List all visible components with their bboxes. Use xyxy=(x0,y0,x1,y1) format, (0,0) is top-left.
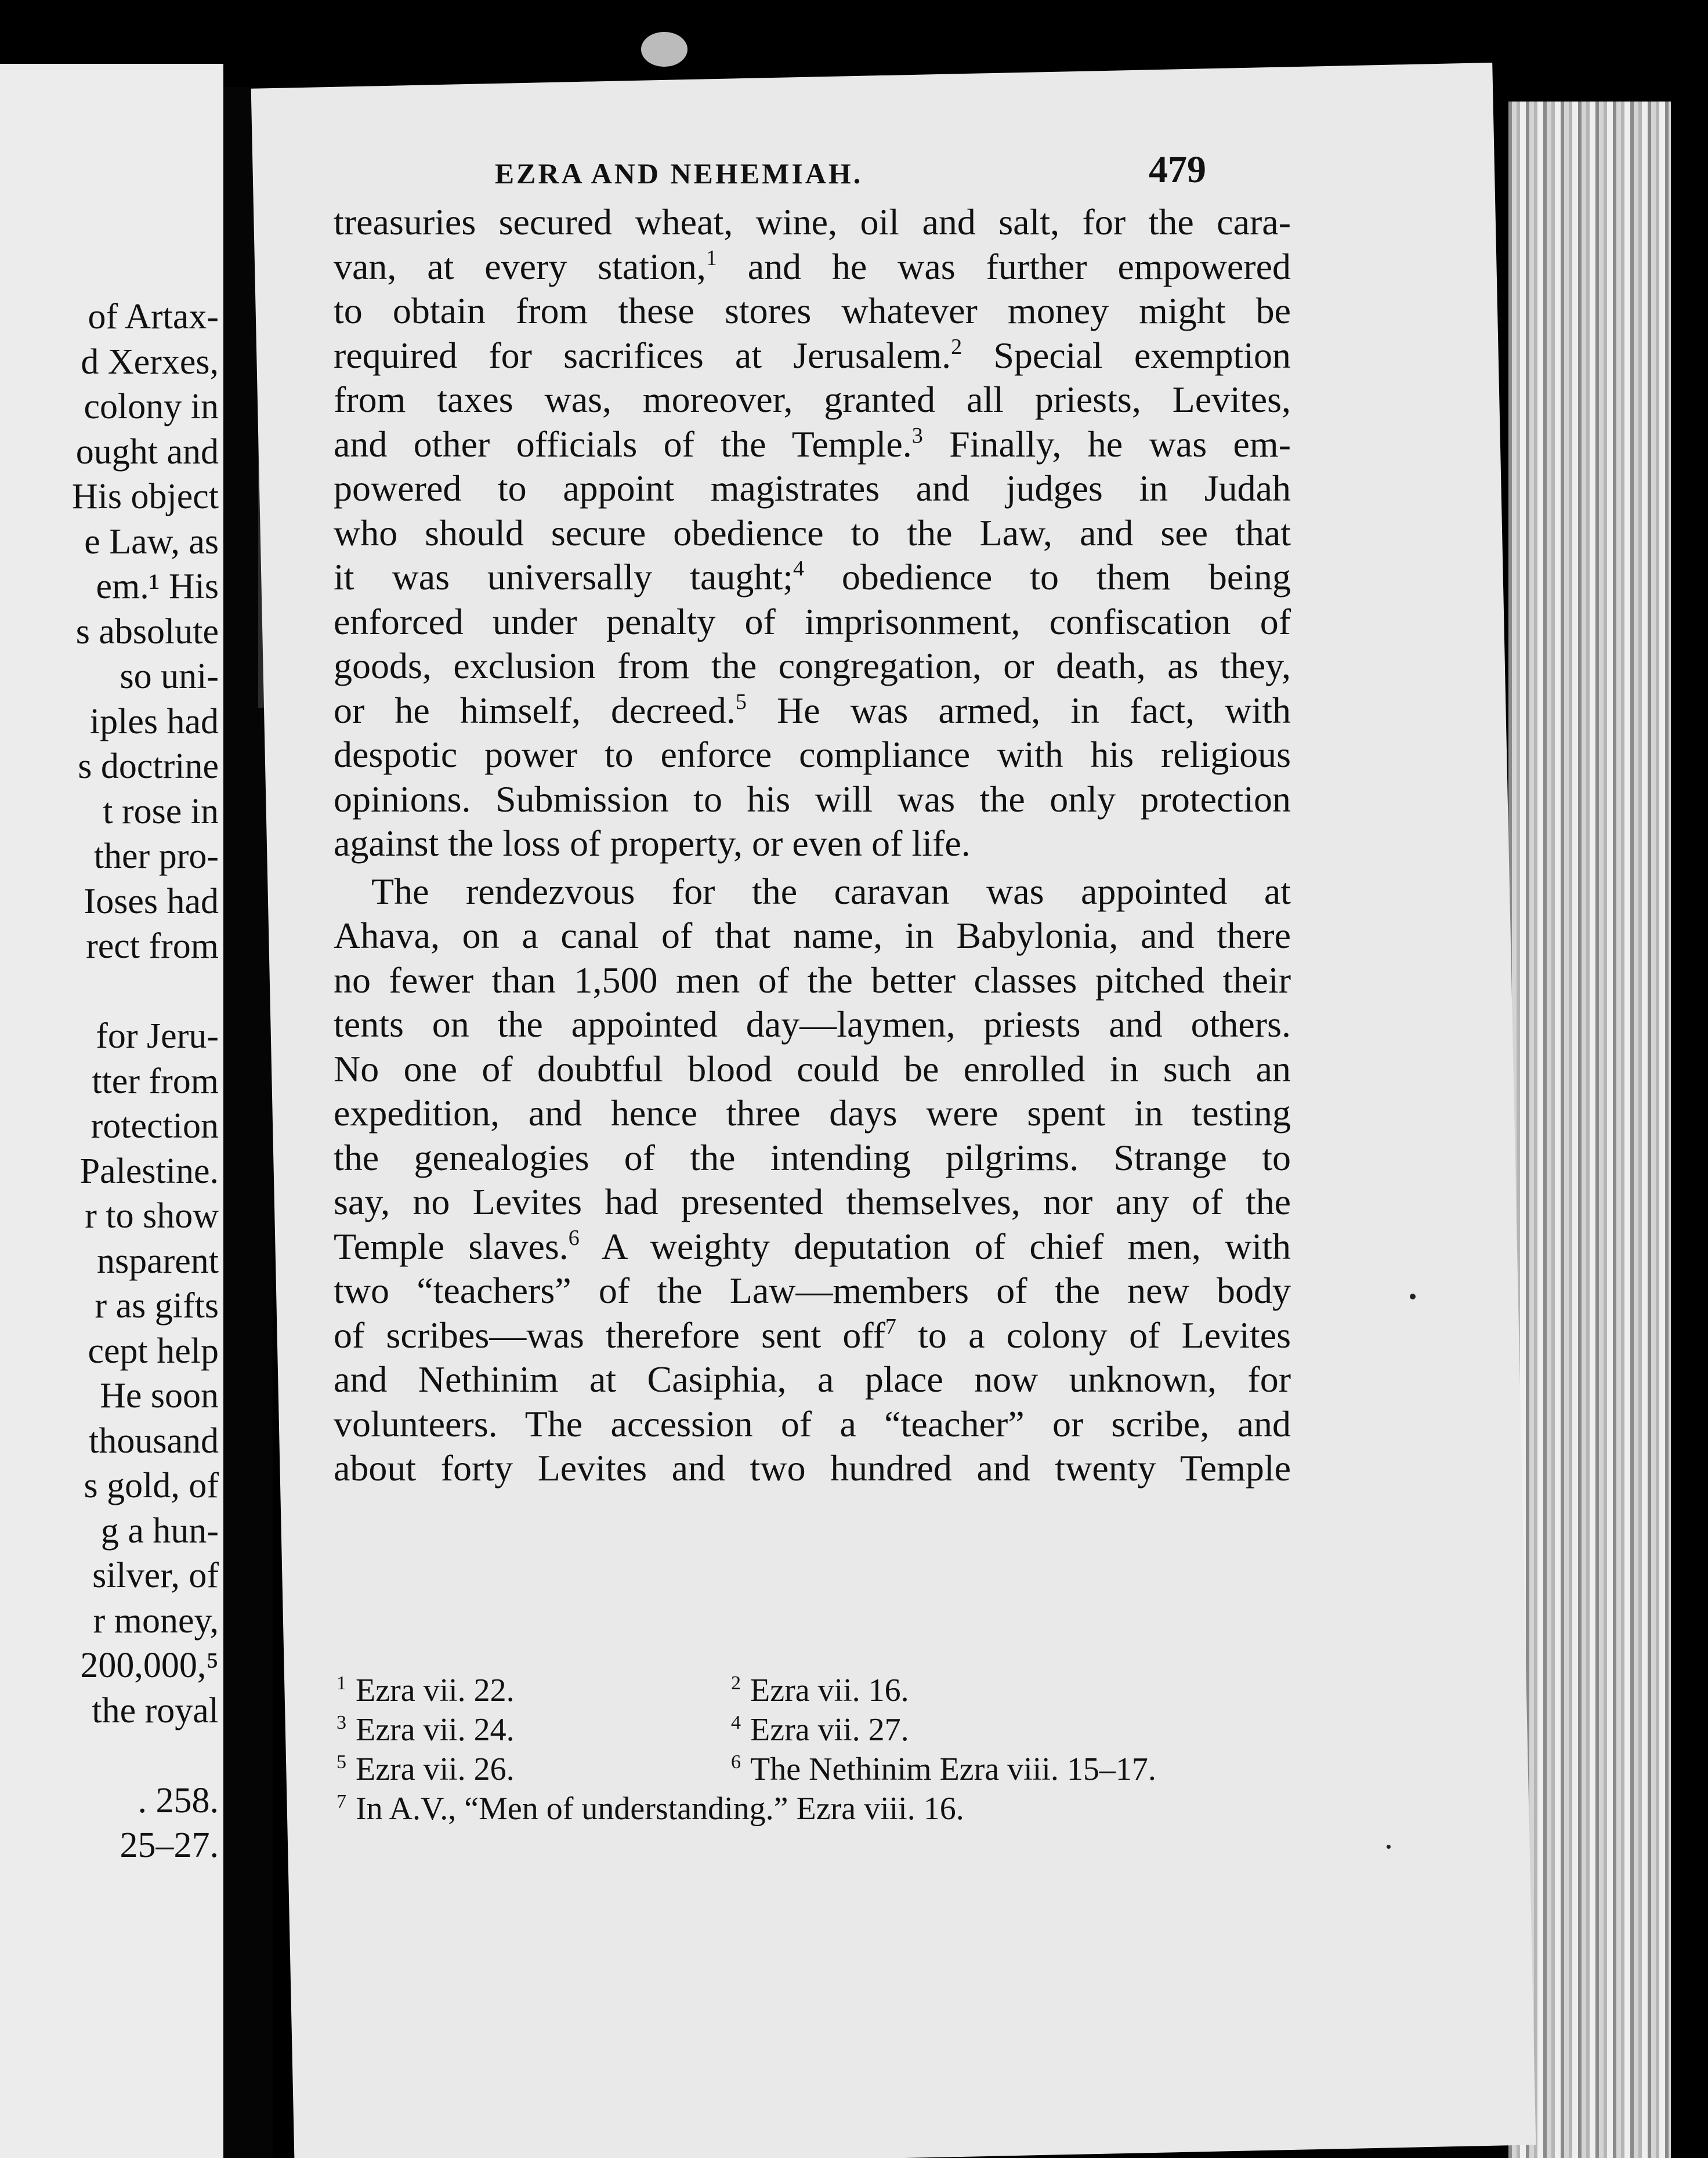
footnote-reference: 4 xyxy=(793,556,804,581)
text-run: A weighty deputation of chief men, with xyxy=(579,1225,1291,1267)
body-line xyxy=(334,289,1291,334)
text-run: He was armed, in fact, with xyxy=(746,689,1291,731)
text-run: expedition, and hence three days were spent in testing xyxy=(334,1092,1291,1134)
body-line xyxy=(334,689,1291,733)
footnote-text: In A.V., “Men of understanding.” Ezra viii. 16. xyxy=(356,1791,964,1827)
left-page-line: em.¹ His xyxy=(96,567,219,606)
footnote xyxy=(731,1750,1156,1789)
left-page-line: silver, of xyxy=(92,1556,219,1595)
running-head: EZRA AND NEHEMIAH. xyxy=(494,157,863,190)
text-run: to obtain from these stores whatever money might be xyxy=(334,290,1291,331)
left-page-line: s gold, of xyxy=(84,1466,219,1505)
text-run: powered to appoint magistrates and judges in Judah xyxy=(334,468,1291,509)
left-page-line: g a hun- xyxy=(100,1511,219,1551)
text-run: Temple slaves. xyxy=(334,1225,569,1267)
left-page-line: 200,000,⁵ xyxy=(80,1646,219,1685)
left-page-line: s absolute xyxy=(75,611,219,651)
left-facing-page xyxy=(0,64,223,2158)
footnote-mark: 4 xyxy=(731,1712,741,1733)
body-line xyxy=(334,334,1291,378)
footnote-text: The Nethinim Ezra viii. 15–17. xyxy=(750,1751,1156,1787)
text-run: No one of doubtful blood could be enrolled in such an xyxy=(334,1048,1291,1089)
body-line xyxy=(334,1446,1291,1491)
body-line xyxy=(334,1269,1291,1313)
left-page-line: . 258. xyxy=(137,1780,219,1820)
left-page-line: r to show xyxy=(85,1196,219,1236)
footnote-mark: 5 xyxy=(336,1751,346,1773)
footnote-reference: 2 xyxy=(951,334,962,359)
body-line xyxy=(334,600,1291,644)
text-run: The rendezvous for the caravan was appointed at xyxy=(371,870,1291,912)
body-line xyxy=(334,644,1291,689)
text-run: obedience to them being xyxy=(804,556,1291,598)
body-line xyxy=(334,1225,1291,1269)
footnote-mark: 2 xyxy=(731,1672,741,1694)
left-page-line: so uni- xyxy=(120,657,219,696)
text-run: goods, exclusion from the congregation, or death, as they, xyxy=(334,645,1291,686)
left-page-line: cept help xyxy=(88,1331,219,1371)
left-page-line: tter from xyxy=(92,1061,219,1101)
left-page-line: Ioses had xyxy=(84,881,219,921)
body-line xyxy=(334,1002,1291,1047)
footnote-mark: 1 xyxy=(336,1672,346,1694)
footnote xyxy=(336,1710,515,1750)
text-run: van, at every station, xyxy=(334,245,706,287)
body-line xyxy=(334,870,1291,914)
text-run: enforced under penalty of imprisonment, confiscation of xyxy=(334,600,1291,642)
text-run: who should secure obedience to the Law, and see that xyxy=(334,512,1291,553)
page-stain xyxy=(641,32,687,67)
footnote xyxy=(336,1750,515,1789)
footnote-text: Ezra vii. 27. xyxy=(750,1712,909,1748)
text-run: required for sacrifices at Jerusalem. xyxy=(334,334,951,376)
body-line xyxy=(334,958,1291,1003)
text-run: of scribes—was therefore sent off xyxy=(334,1314,885,1356)
text-run: it was universally taught; xyxy=(334,556,793,598)
footnote xyxy=(731,1671,909,1710)
left-page-line: rotection xyxy=(91,1106,219,1146)
left-page-line: t rose in xyxy=(103,791,219,831)
text-run: opinions. Submission to his will was the only protection xyxy=(334,778,1291,820)
body-line xyxy=(334,821,1291,866)
footnote-reference: 5 xyxy=(735,689,747,714)
footnote-reference: 7 xyxy=(885,1314,896,1339)
body-text xyxy=(334,200,1291,1491)
text-run: Special exemption xyxy=(962,334,1291,376)
text-run: treasuries secured wheat, wine, oil and salt, for the cara- xyxy=(334,201,1291,242)
text-run: despotic power to enforce compliance with his religious xyxy=(334,734,1291,775)
text-run: volunteers. The accession of a “teacher” or scribe, and xyxy=(334,1403,1291,1444)
text-run: from taxes was, moreover, granted all priests, Levites, xyxy=(334,379,1291,420)
footnote-reference: 6 xyxy=(568,1225,580,1250)
left-page-line: Palestine. xyxy=(79,1151,219,1191)
text-run: Finally, he was em- xyxy=(922,423,1291,465)
left-page-line: the royal xyxy=(92,1690,219,1730)
body-line xyxy=(334,1136,1291,1181)
footnote-mark: 7 xyxy=(336,1791,346,1812)
footnote-reference: 3 xyxy=(911,423,923,448)
left-page-line: s doctrine xyxy=(78,747,219,786)
body-line xyxy=(334,1047,1291,1092)
footnote-text: Ezra vii. 26. xyxy=(356,1751,515,1787)
footnote-text: Ezra vii. 16. xyxy=(750,1672,909,1708)
page-number: 479 xyxy=(1149,149,1206,191)
body-line xyxy=(334,777,1291,822)
body-line xyxy=(334,1091,1291,1136)
left-page-line: 25–27. xyxy=(120,1826,219,1865)
left-page-line: r money, xyxy=(93,1601,219,1641)
body-line xyxy=(334,466,1291,511)
text-run: about forty Levites and two hundred and twenty Temple xyxy=(334,1447,1291,1489)
text-run: no fewer than 1,500 men of the better classes pitched their xyxy=(334,959,1291,1001)
body-line xyxy=(334,1313,1291,1358)
body-line xyxy=(334,378,1291,422)
footnote-text: Ezra vii. 24. xyxy=(356,1712,515,1748)
left-page-line: rect from xyxy=(86,926,219,966)
left-page-line: r as gifts xyxy=(95,1286,219,1326)
body-line xyxy=(334,1180,1291,1225)
text-run: and other officials of the Temple. xyxy=(334,423,912,465)
footnote-reference: 1 xyxy=(705,245,717,270)
text-run: against the loss of property, or even of life. xyxy=(334,823,971,864)
left-page-line: e Law, as xyxy=(84,522,219,562)
body-line xyxy=(334,200,1291,245)
page-edges xyxy=(1508,102,1671,2158)
left-page-line: iples had xyxy=(89,701,219,741)
body-line xyxy=(334,1357,1291,1402)
left-page-line: His object xyxy=(71,477,219,516)
left-page-line: ought and xyxy=(75,432,219,472)
body-line xyxy=(334,245,1291,289)
left-page-line: colony in xyxy=(84,387,219,426)
footnote-text: Ezra vii. 22. xyxy=(356,1672,515,1708)
left-page-line: nsparent xyxy=(96,1241,219,1281)
text-run: and he was further empowered xyxy=(717,245,1291,287)
text-run: and Nethinim at Casiphia, a place now unknown, for xyxy=(334,1359,1291,1400)
text-run: tents on the appointed day—laymen, priests and others. xyxy=(334,1004,1291,1045)
left-page-line: ther pro- xyxy=(93,837,219,876)
left-page-line: of Artax- xyxy=(88,297,219,336)
footnote xyxy=(731,1710,909,1750)
body-line xyxy=(334,555,1291,600)
left-page-line: thousand xyxy=(89,1421,219,1461)
text-run: Ahava, on a canal of that name, in Babylonia, and there xyxy=(334,915,1291,956)
footnote-mark: 6 xyxy=(731,1751,741,1773)
text-run: two “teachers” of the Law—members of the new body xyxy=(334,1270,1291,1311)
footnote xyxy=(336,1671,515,1710)
text-run: the genealogies of the intending pilgrims. Strange to xyxy=(334,1136,1291,1178)
body-line xyxy=(334,733,1291,777)
print-speck xyxy=(1410,1294,1416,1299)
text-run: or he himself, decreed. xyxy=(334,689,736,731)
print-speck xyxy=(1387,1845,1391,1849)
footnote xyxy=(336,1789,964,1828)
body-line xyxy=(334,422,1291,467)
body-line xyxy=(334,511,1291,556)
left-page-line: for Jeru- xyxy=(96,1016,219,1056)
text-run: to a colony of Levites xyxy=(896,1314,1291,1356)
footnote-mark: 3 xyxy=(336,1712,346,1733)
left-page-line: He soon xyxy=(100,1376,219,1415)
left-page-line: d Xerxes, xyxy=(81,342,219,382)
text-run: say, no Levites had presented themselves, nor any of the xyxy=(334,1181,1291,1222)
body-line xyxy=(334,914,1291,958)
body-line xyxy=(334,1402,1291,1447)
